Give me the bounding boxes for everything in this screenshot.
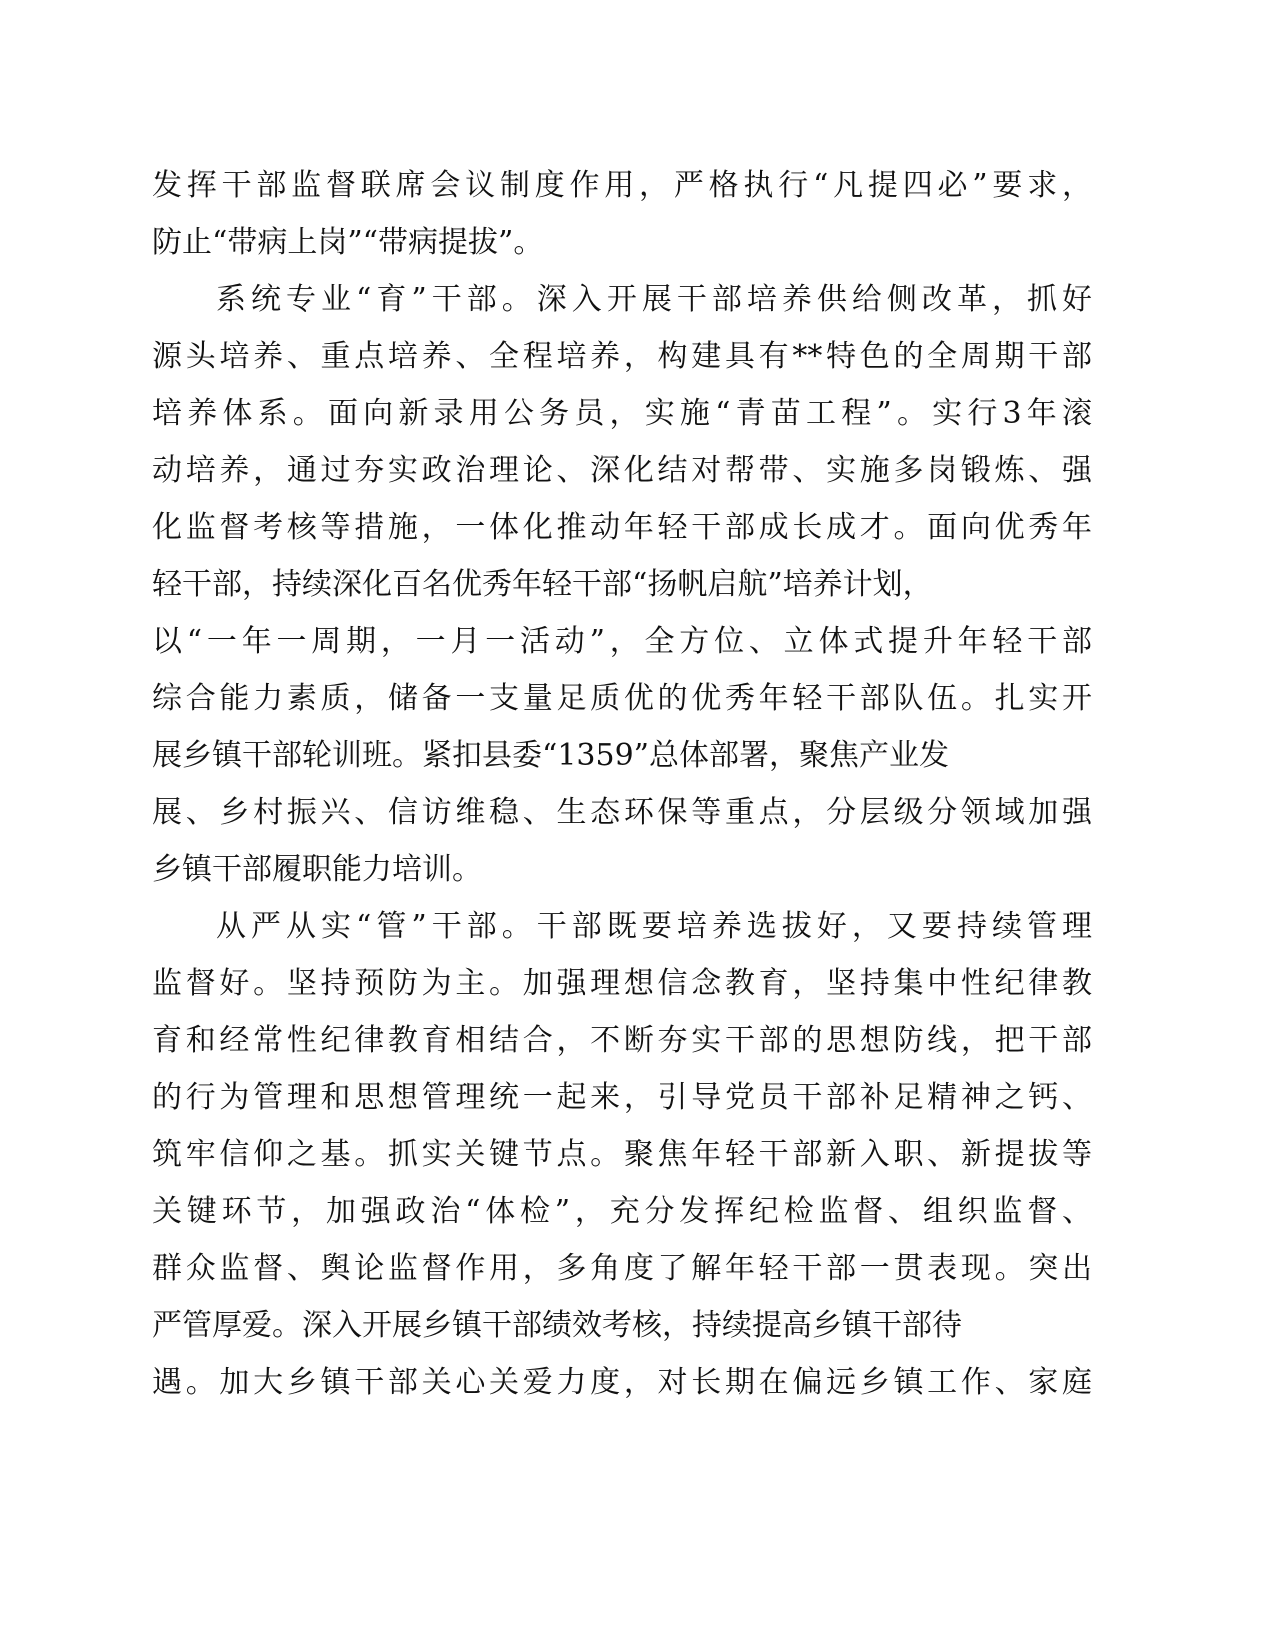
text-line-21: 严管厚爱。深入开展乡镇干部绩效考核，持续提高乡镇干部待 [152,1308,962,1343]
text-line-20: 群众监督、舆论监督作用，多角度了解年轻干部一贯表现。突出 [152,1251,1092,1286]
text-line-15: 监督好。坚持预防为主。加强理想信念教育，坚持集中性纪律教 [152,966,1092,1001]
text-line-17: 的行为管理和思想管理统一起来，引导党员干部补足精神之钙、 [152,1080,1092,1115]
text-line-4: 源头培养、重点培养、全程培养，构建具有**特色的全周期干部 [152,339,1092,374]
text-line-13: 乡镇干部履职能力培训。 [152,852,482,887]
paragraph-heading-line: 从严从实“管”干部。干部既要培养选拔好，又要持续管理 [216,909,1092,944]
text-line-9: 以“一年一周期，一月一活动”，全方位、立体式提升年轻干部 [152,624,1092,659]
text-line-12: 展、乡村振兴、信访维稳、生态环保等重点，分层级分领域加强 [152,795,1092,830]
text-line-8: 轻干部，持续深化百名优秀年轻干部“扬帆启航”培养计划， [152,567,933,602]
text-line-19: 关键环节，加强政治“体检”，充分发挥纪检监督、组织监督、 [152,1194,1092,1229]
text-line-2: 防止“带病上岗”“带病提拔”。 [152,225,544,260]
text-line-11: 展乡镇干部轮训班。紧扣县委“1359”总体部署，聚焦产业发 [152,738,950,773]
body-text [152,157,1092,1411]
text-line-7: 化监督考核等措施，一体化推动年轻干部成长成才。面向优秀年 [152,510,1092,545]
text-line-6: 动培养，通过夯实政治理论、深化结对帮带、实施多岗锻炼、强 [152,453,1092,488]
text-line-16: 育和经常性纪律教育相结合，不断夯实干部的思想防线，把干部 [152,1023,1092,1058]
text-line-5: 培养体系。面向新录用公务员，实施“青苗工程”。实行3年滚 [152,396,1092,431]
text-line-1: 发挥干部监督联席会议制度作用，严格执行“凡提四必”要求， [152,168,1092,203]
text-line-22: 遇。加大乡镇干部关心关爱力度，对长期在偏远乡镇工作、家庭 [152,1365,1092,1400]
text-line-18: 筑牢信仰之基。抓实关键节点。聚焦年轻干部新入职、新提拔等 [152,1137,1092,1172]
paragraph-heading-line: 系统专业“育”干部。深入开展干部培养供给侧改革，抓好 [216,282,1092,317]
text-line-10: 综合能力素质，储备一支量足质优的优秀年轻干部队伍。扎实开 [152,681,1092,716]
